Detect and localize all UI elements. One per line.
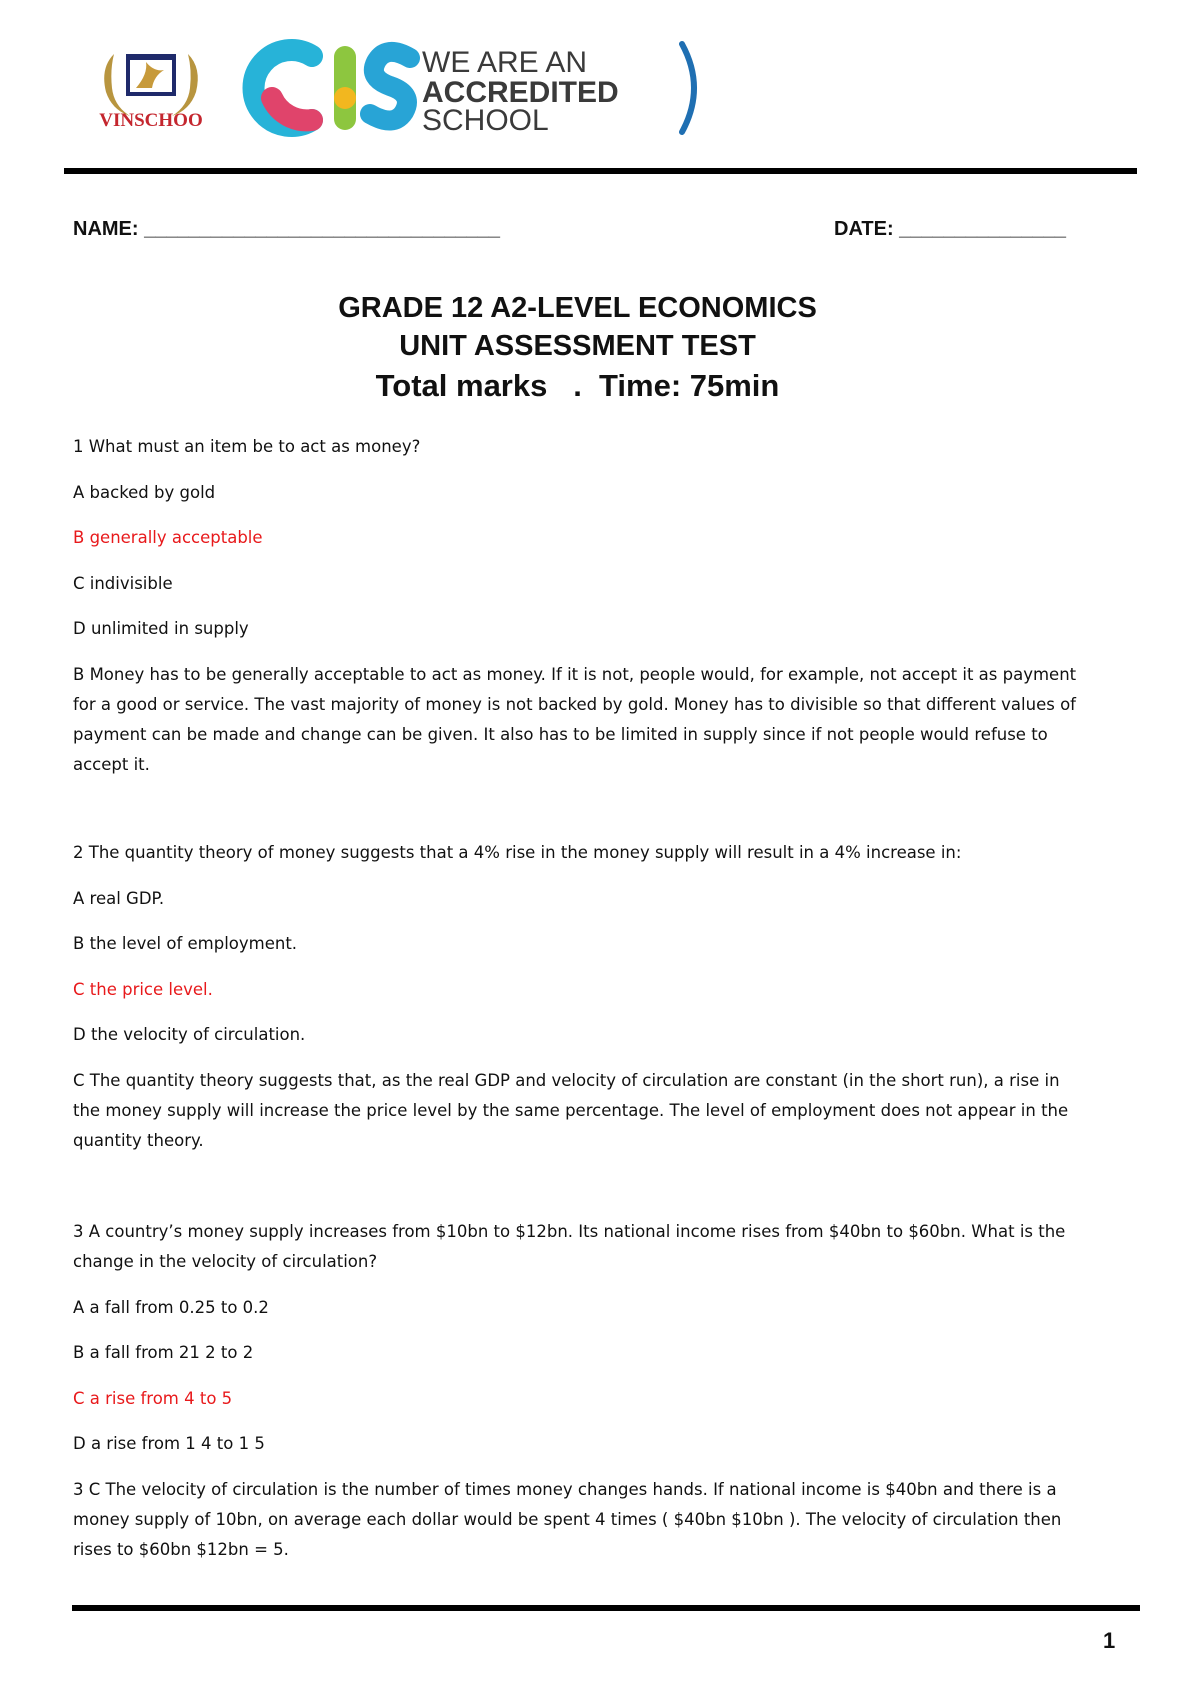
question-3-explanation: 3 C The velocity of circulation is the number of times money changes hands. If national income is $40bn and there is a money supply of 10bn, on average each dollar would be spent 4 times ( $40bn $10bn ). The velocity of circulation then rises to $60bn $12bn = 5. — [73, 1480, 1062, 1559]
accredited-text-line1: WE ARE AN — [422, 46, 588, 79]
test-title-line3: Total marks . Time: 75min — [375, 368, 780, 403]
question-3-option-c: C a rise from 4 to 5 — [73, 1389, 233, 1408]
accredited-text-line2: ACCREDITED — [422, 76, 619, 109]
question-2-option-c: C the price level. — [73, 980, 213, 999]
question-1-stem: 1 What must an item be to act as money? — [73, 437, 421, 456]
name-field[interactable]: NAME: ________________________________ — [73, 218, 501, 240]
question-2-stem: 2 The quantity theory of money suggests that a 4% rise in the money supply will result in a 4% increase in: — [73, 843, 962, 862]
question-1-option-d: D unlimited in supply — [73, 619, 249, 638]
date-field[interactable]: DATE: _______________ — [834, 218, 1067, 240]
question-1-explanation: B Money has to be generally acceptable to act as money. If it is not, people would, for example, not accept it as payment for a good or service. The vast majority of money is not backed by gold. Money has to divisible so that different values of payment can be made and change can be given. It also has to be limited in supply since if not people would refuse to accept it. — [73, 665, 1077, 774]
header-rule — [64, 168, 1137, 174]
cis-accreditation-logo — [242, 38, 712, 138]
vinschool-logo-text: VINSCHOO — [99, 110, 203, 131]
question-2-option-a: A real GDP. — [73, 889, 165, 908]
question-3-option-a: A a fall from 0.25 to 0.2 — [73, 1298, 269, 1317]
question-2-option-b: B the level of employment. — [73, 934, 298, 953]
question-1-option-c: C indivisible — [73, 574, 173, 593]
footer-rule — [72, 1605, 1140, 1611]
question-1-option-a: A backed by gold — [73, 483, 216, 502]
question-3-option-d: D a rise from 1 4 to 1 5 — [73, 1434, 265, 1453]
question-2-option-d: D the velocity of circulation. — [73, 1025, 306, 1044]
question-2-explanation: C The quantity theory suggests that, as the real GDP and velocity of circulation are constant (in the short run), a rise in the money supply will increase the price level by the same percentage. The level of employment does not appear in the quantity theory. — [73, 1071, 1069, 1150]
question-1-option-b: B generally acceptable — [73, 528, 263, 547]
test-title-line2: UNIT ASSESSMENT TEST — [399, 330, 756, 362]
vinschool-logo — [86, 44, 216, 134]
accredited-text-line3: SCHOOL — [422, 104, 549, 137]
page-number: 1 — [1103, 1628, 1116, 1653]
question-3-stem: 3 A country’s money supply increases from $10bn to $12bn. Its national income rises from $40bn to $60bn. What is the change in the velocity of circulation? — [73, 1222, 1066, 1271]
test-title-line1: GRADE 12 A2-LEVEL ECONOMICS — [338, 292, 817, 324]
question-3-option-b: B a fall from 21 2 to 2 — [73, 1343, 254, 1362]
